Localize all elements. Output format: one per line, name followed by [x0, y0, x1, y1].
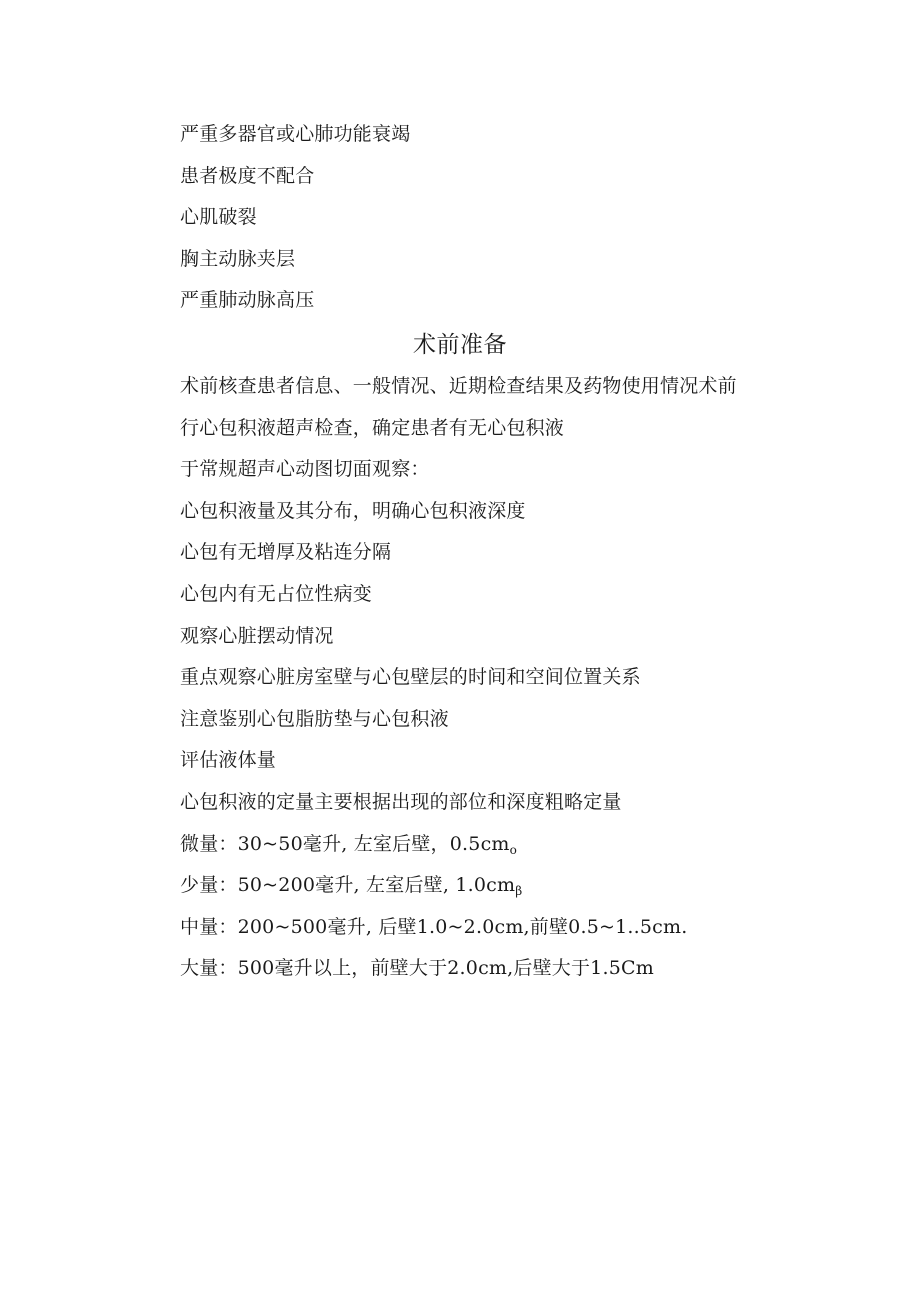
quantity-suffix: β [515, 884, 523, 899]
prep-line: 心包有无增厚及粘连分隔 [180, 541, 392, 564]
contraindication-item: 严重多器官或心肺功能衰竭 [180, 123, 411, 145]
quantity-suffix: o [509, 842, 518, 857]
section-title: 术前准备 [413, 332, 507, 358]
contraindication-item: 严重肺动脉高压 [180, 289, 315, 312]
quantity-text: 少量：50~200毫升, 左室后壁, 1.0cm [180, 874, 516, 897]
prep-list [180, 366, 820, 990]
prep-line: 于常规超声心动图切面观察： [180, 458, 430, 481]
quantity-line [180, 824, 820, 866]
prep-line: 重点观察心脏房室壁与心包壁层的时间和空间位置关系 [180, 666, 641, 689]
prep-line: 观察心脏摆动情况 [180, 624, 334, 647]
contraindication-item: 患者极度不配合 [180, 164, 315, 187]
prep-line: 评估液体量 [180, 749, 277, 772]
quantity-line [180, 865, 820, 907]
prep-line: 心包积液量及其分布，明确心包积液深度 [180, 499, 526, 522]
contraindication-item: 胸主动脉夹层 [180, 247, 296, 270]
prep-line: 注意鉴别心包脂肪垫与心包积液 [180, 707, 449, 730]
prep-line: 行心包积液超声检查，确定患者有无心包积液 [180, 416, 565, 439]
quantity-line [180, 948, 820, 990]
quantity-text: 中量：200~500毫升, 后壁1.0~2.0cm,前壁0.5~1..5cm. [180, 915, 688, 938]
contraindication-list [180, 114, 820, 322]
prep-line: 心包内有无占位性病变 [180, 582, 373, 605]
quantity-text: 大量：500毫升以上，前壁大于2.0cm,后壁大于1.5Cm [180, 957, 654, 980]
quantity-text: 微量：30~50毫升, 左室后壁，0.5cm [180, 832, 510, 855]
prep-line: 心包积液的定量主要根据出现的部位和深度粗略定量 [180, 790, 622, 813]
quantity-line [180, 907, 820, 949]
contraindication-item: 心肌破裂 [180, 206, 257, 229]
prep-line: 术前核查患者信息、一般情况、近期检查结果及药物使用情况术前 [180, 375, 737, 397]
